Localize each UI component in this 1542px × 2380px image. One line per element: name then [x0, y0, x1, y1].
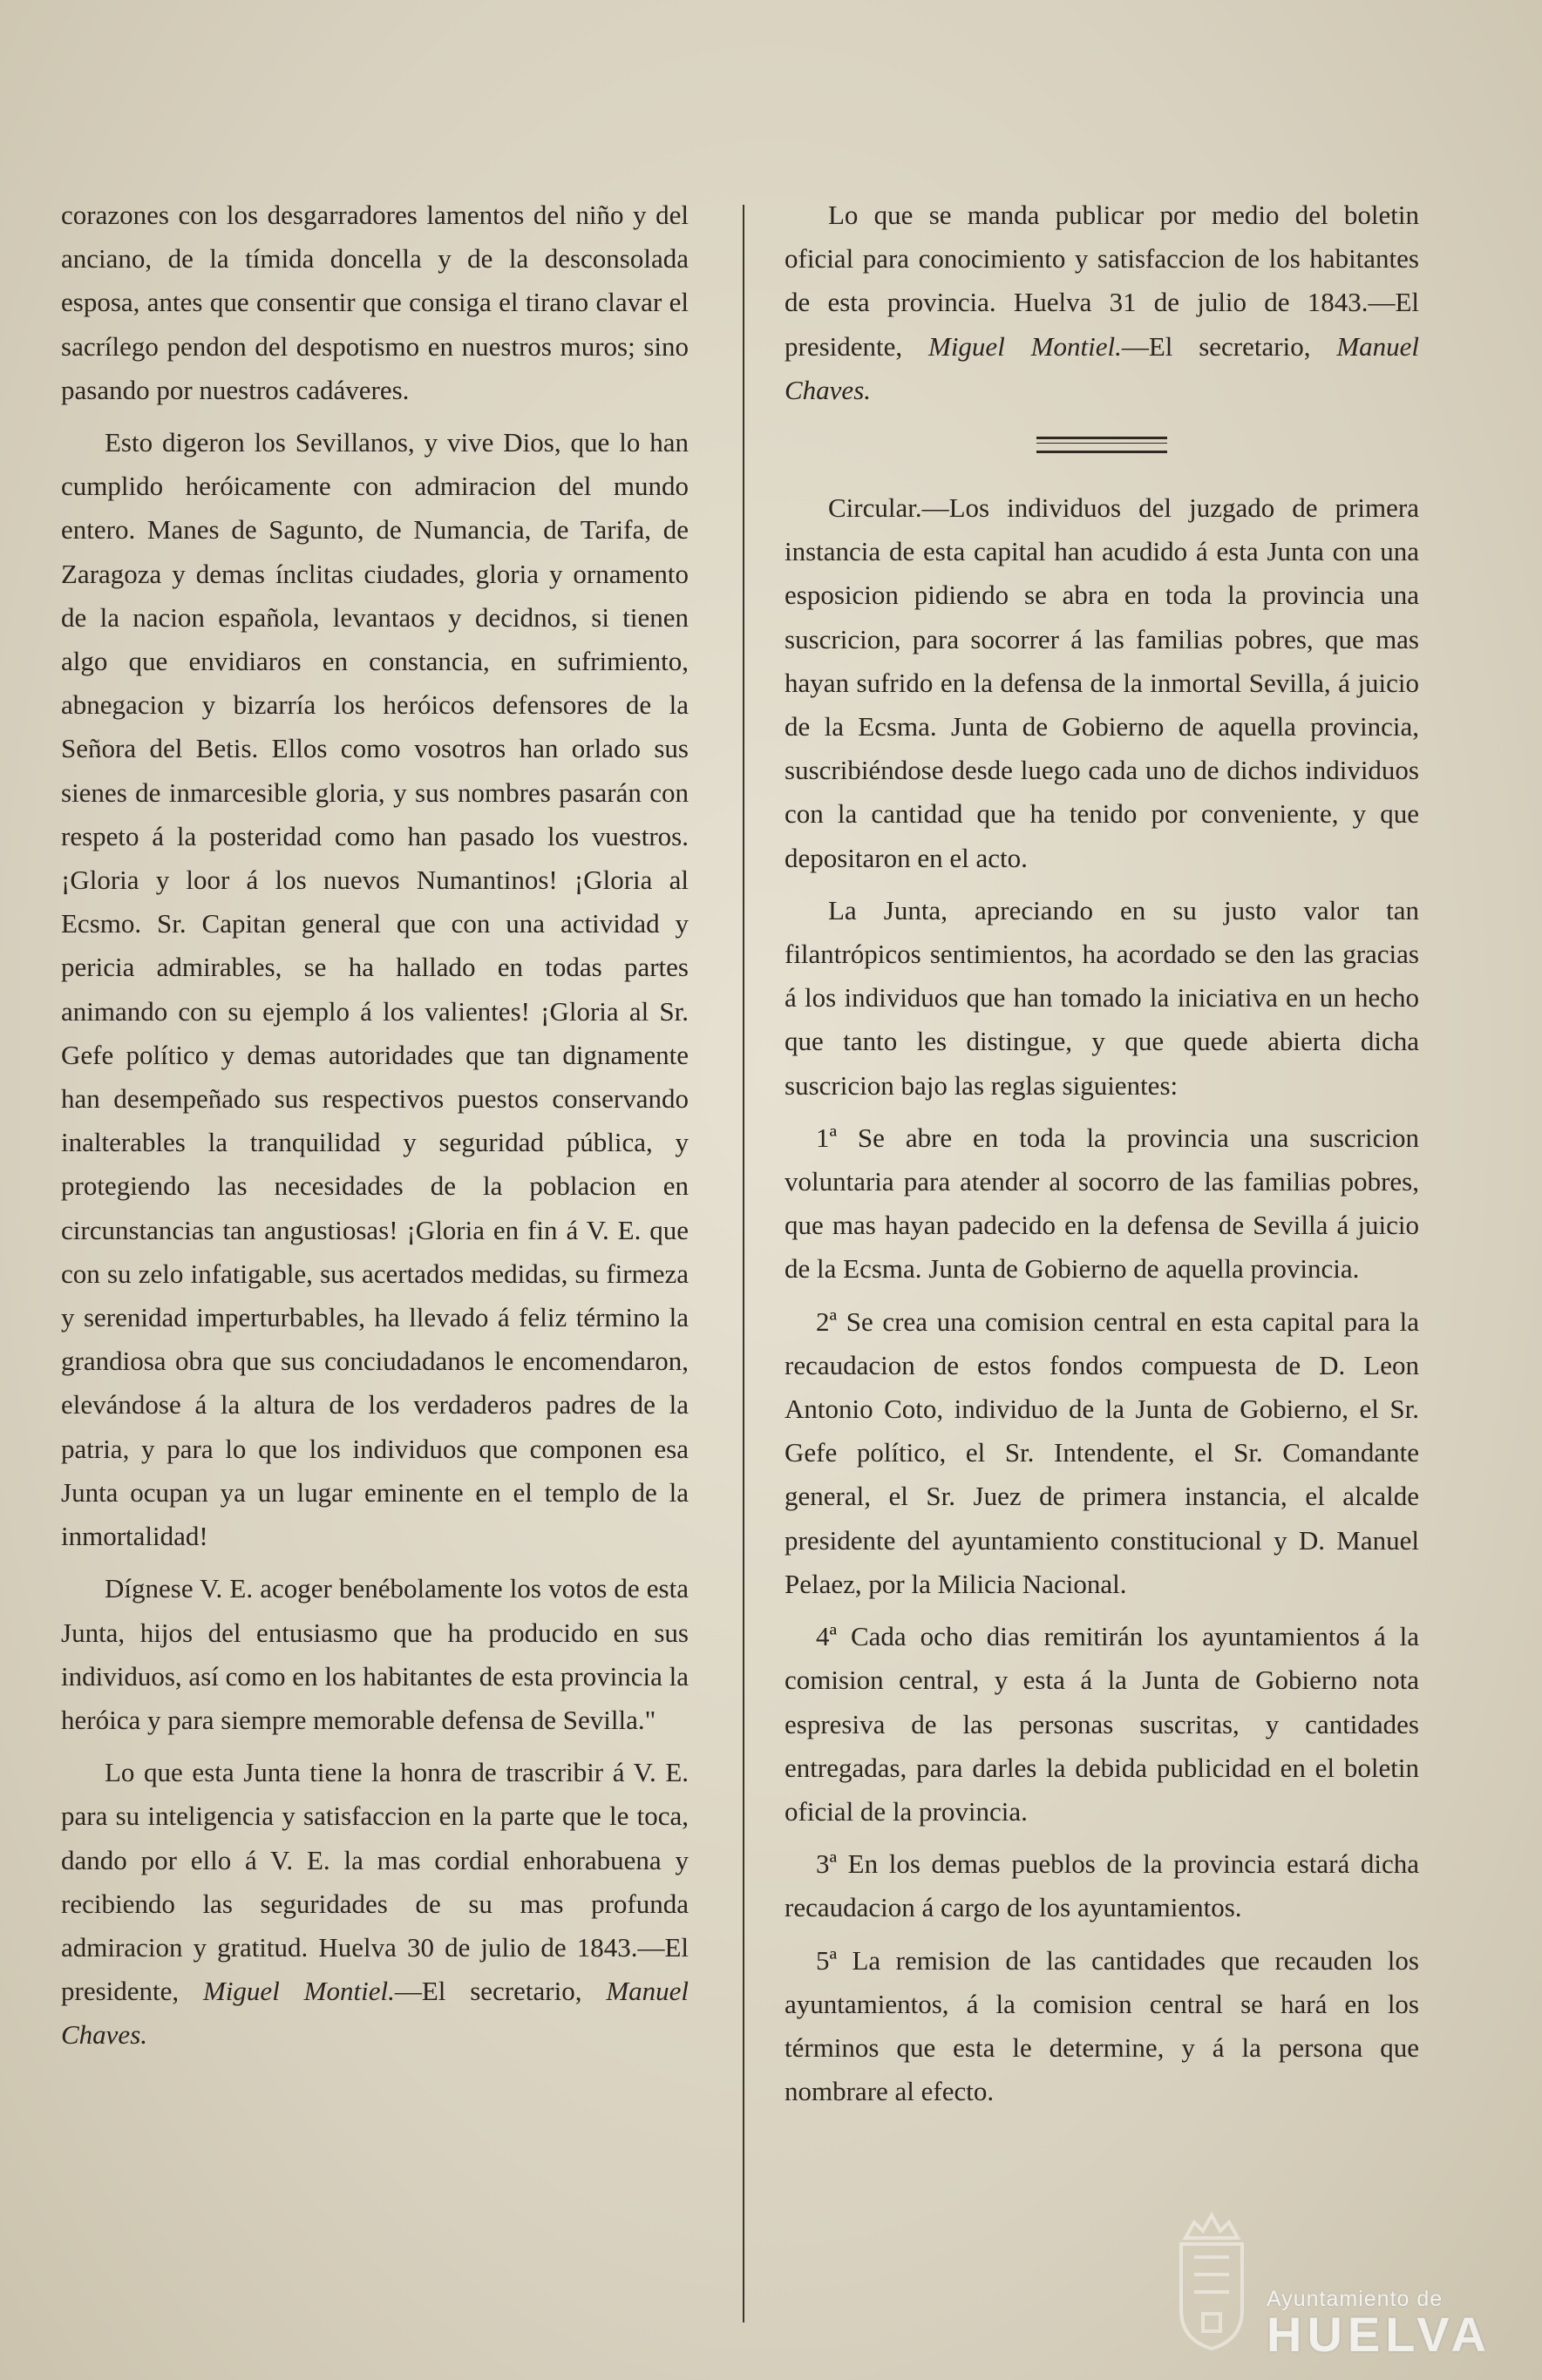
watermark-small-text: Ayuntamiento de	[1267, 2287, 1444, 2311]
archive-watermark	[1168, 2196, 1508, 2362]
paragraph-junta: La Junta, apreciando en su justo valor tan filantrópicos sentimientos, ha acordado se den las gracias á los individuos que han tomado la iniciativa en un hecho que tanto les distingue, y que quede abierta dicha suscricion bajo las reglas siguientes:	[785, 894, 1419, 1101]
rule-item: 4ª Cada ocho dias remitirán los ayuntamientos á la comision central, y esta á la Junta de Gobierno nota espresiva de las personas suscritas, y cantidades entregadas, para darles la debida publicidad en el boletin oficial de la provincia.	[785, 1621, 1419, 1827]
rule-item: 2ª Se crea una comision central en esta capital para la recaudacion de estos fondos compuesta de D. Leon Antonio Coto, individuo de la Junta de Gobierno, el Sr. Gefe político, el Sr. Intendente, el Sr. Comandante general, el Sr. Juez de primera instancia, el alcalde presidente del ayuntamiento constitucional y D. Manuel Pelaez, por la Milicia Nacional.	[785, 1305, 1419, 1599]
rule-item: 5ª La remision de las cantidades que recauden los ayuntamientos, á la comision central se hará en los términos que esta le determine, y á la persona que nombrare al efecto.	[785, 1944, 1419, 2107]
paragraph-lament: corazones con los desgarradores lamentos del niño y del anciano, de la tímida doncella y de la desconsolada esposa, antes que consentir que consiga el tirano clavar el sacrílego pendon del despotismo en nuestros muros; sino pasando por nuestros cadáveres.	[61, 200, 689, 405]
section-divider	[1036, 437, 1167, 453]
secretary-label: —El secretario,	[1121, 330, 1311, 362]
paragraph-circular: Circular.—Los individuos del juzgado de primera instancia de esta capital han acudido á esta Junta con una esposicion pidiendo se abra en toda la provincia una suscricion, para socorrer á las familias pobres, que mas hayan sufrido en la defensa de la inmortal Sevilla, á juicio de la Ecsma. Junta de Gobierno de aquella provincia, suscribiéndose desde luego cada uno de dichos individuos con la cantidad que ha tenido por conveniente, y que depositaron en el acto.	[785, 492, 1419, 873]
paragraph-dignese: Dígnese V. E. acoger benébolamente los votos de esta Junta, hijos del entusiasmo que ha producido en sus individuos, así como en los habitantes de esta provincia la heróica y para siempre memorable defensa de Sevilla."	[61, 1573, 689, 1735]
city-crest-icon	[1168, 2205, 1255, 2353]
left-column	[61, 193, 689, 2066]
signature-secretary: Manuel Chaves.	[61, 1976, 689, 2051]
signature-president: Miguel Montiel.	[928, 330, 1122, 362]
paragraph-gloria: Esto digeron los Sevillanos, y vive Dios, que lo han cumplido heróicamente con admiracion del mundo entero. Manes de Sagunto, de Numancia, de Tarifa, de Zaragoza y demas ínclitas ciudades, gloria y ornamento de la nacion española, levantaos y decidnos, si tienen algo que envidiaros en constancia, en sufrimiento, abnegacion y bizarría los heróicos defensores de la Señora del Betis. Ellos como vosotros han orlado sus sienes de inmarcesible gloria, y sus nombres pasarán con respeto á la posteridad como han pasado los vuestros. ¡Gloria y loor á los nuevos Numantinos! ¡Gloria al Ecsmo. Sr. Capitan general que con una actividad y pericia admirables, se ha hallado en todas partes animando con su ejemplo á los valientes! ¡Gloria al Sr. Gefe político y demas autoridades que tan dignamente han desempeñado sus respectivos puestos conservando inalterables la tranquilidad y seguridad pública, y protegiendo las necesidades de la poblacion en circunstancias tan angustiosas! ¡Gloria en fin á V. E. que con su zelo infatigable, sus acertados medidas, su firmeza y serenidad imperturbables, ha llevado á feliz término la grandiosa obra que sus conciudadanos le encomendaron, elevándose á la altura de los verdaderos padres de la patria, y para lo que los individuos que componen esa Junta ocupan ya un lugar eminente en el templo de la inmortalidad!	[61, 427, 689, 1552]
signature-secretary: Manuel Chaves.	[785, 330, 1420, 405]
paragraph-publicar	[785, 193, 1419, 412]
secretary-label: —El secretario,	[394, 1976, 582, 2007]
publicar-text: Lo que se manda publicar por medio del boletin oficial para conocimiento y satisfaccion de los habitantes de esta provincia. Huelva 31 de julio de 1843.—El presidente,	[785, 200, 1419, 362]
signature-president: Miguel Montiel.	[203, 1976, 395, 2007]
right-column	[785, 193, 1419, 2122]
rule-item: 3ª En los demas pueblos de la provincia estará dicha recaudacion á cargo de los ayuntamientos.	[785, 1848, 1419, 1923]
trascribir-text: Lo que esta Junta tiene la honra de trascribir á V. E. para su inteligencia y satisfaccion en la parte que le toca, dando por ello á V. E. la mas cordial enhorabuena y recibiendo las seguridades de su mas profunda admiracion y gratitud. Huelva 30 de julio de 1843.—El presidente,	[61, 1757, 689, 2007]
watermark-big-text: HUELVA	[1267, 2307, 1491, 2362]
rule-item: 1ª Se abre en toda la provincia una suscricion voluntaria para atender al socorro de las familias pobres, que mas hayan padecido en la defensa de Sevilla á juicio de la Ecsma. Junta de Gobierno de aquella provincia.	[785, 1122, 1419, 1285]
paragraph-trascribir	[61, 1751, 689, 2057]
column-divider	[743, 205, 744, 2322]
